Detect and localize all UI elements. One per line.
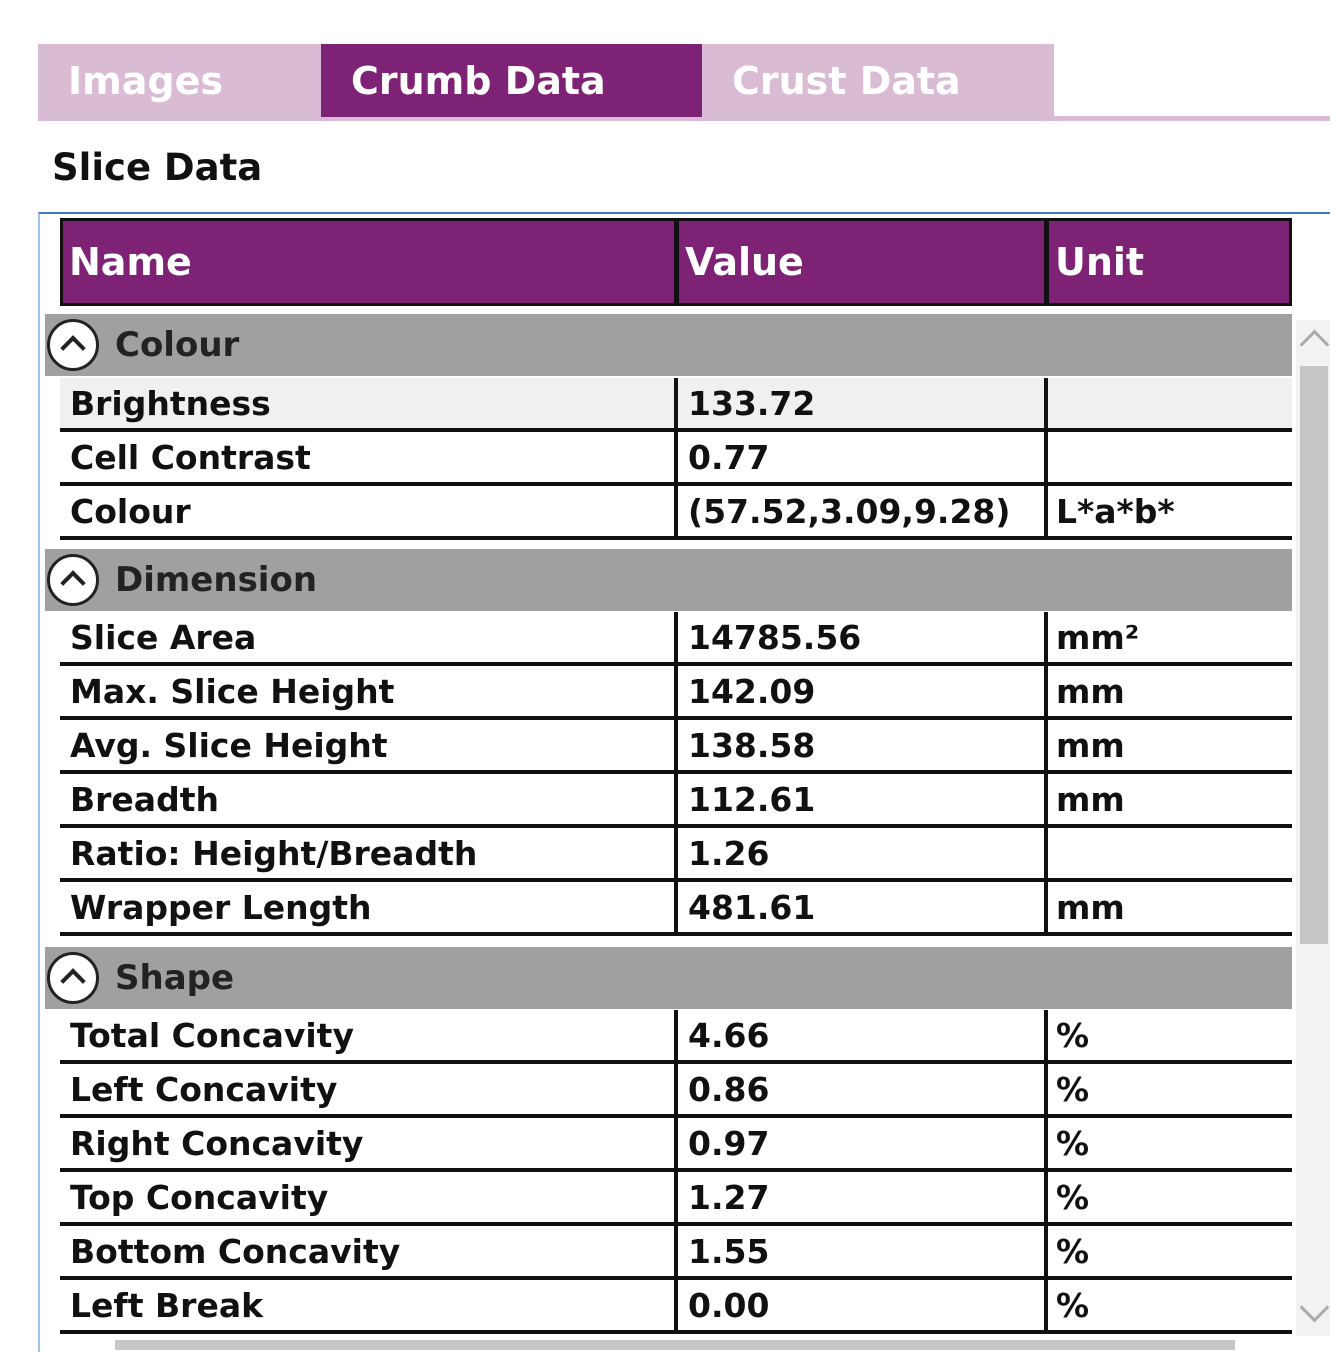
row-name: Left Concavity: [70, 1069, 338, 1109]
row-name: Avg. Slice Height: [70, 725, 388, 765]
row-unit: mm²: [1056, 617, 1140, 657]
row-name: Breadth: [70, 779, 219, 819]
row-unit: %: [1056, 1285, 1090, 1325]
table-row[interactable]: [60, 378, 1292, 432]
row-name: Ratio: Height/Breadth: [70, 833, 478, 873]
section-title: Slice Data: [52, 146, 263, 189]
row-unit: mm: [1056, 725, 1125, 765]
row-name: Colour: [70, 491, 191, 531]
table-row[interactable]: [60, 882, 1292, 936]
row-value: (57.52,3.09,9.28): [688, 491, 1011, 531]
row-unit: %: [1056, 1069, 1090, 1109]
row-name: Brightness: [70, 383, 271, 423]
table-row[interactable]: [60, 1226, 1292, 1280]
cell-divider: [1044, 774, 1048, 824]
row-value: 142.09: [688, 671, 816, 711]
row-name: Left Break: [70, 1285, 264, 1325]
row-value: 0.97: [688, 1123, 770, 1163]
table-row[interactable]: [60, 828, 1292, 882]
column-header-name[interactable]: Name: [69, 240, 192, 284]
cell-divider: [1044, 720, 1048, 770]
group-label: Shape: [115, 958, 235, 998]
row-unit: mm: [1056, 887, 1125, 927]
cell-divider: [1044, 432, 1048, 482]
row-name: Right Concavity: [70, 1123, 364, 1163]
group-header-dimension[interactable]: [45, 549, 1292, 611]
row-value: 1.55: [688, 1231, 770, 1271]
row-name: Total Concavity: [70, 1015, 354, 1055]
row-unit: %: [1056, 1015, 1090, 1055]
row-value: 1.27: [688, 1177, 770, 1217]
group-label: Dimension: [115, 560, 318, 600]
row-value: 4.66: [688, 1015, 770, 1055]
group-header-shape[interactable]: [45, 947, 1292, 1009]
table-row[interactable]: [60, 1172, 1292, 1226]
row-value: 0.00: [688, 1285, 770, 1325]
collapse-icon[interactable]: [47, 952, 99, 1004]
cell-divider: [674, 612, 678, 662]
tab-images[interactable]: Images: [38, 44, 321, 117]
row-value: 14785.56: [688, 617, 862, 657]
table-row[interactable]: [60, 1280, 1292, 1334]
vertical-scrollbar[interactable]: [1296, 320, 1330, 1336]
cell-divider: [1044, 1280, 1048, 1330]
tab-bar: [38, 44, 1330, 120]
tab-crumb-data[interactable]: Crumb Data: [321, 44, 702, 117]
row-name: Cell Contrast: [70, 437, 311, 477]
cell-divider: [674, 432, 678, 482]
cell-divider: [674, 1280, 678, 1330]
row-name: Top Concavity: [70, 1177, 329, 1217]
cell-divider: [1044, 1118, 1048, 1168]
table-row[interactable]: [60, 666, 1292, 720]
horizontal-scrollbar[interactable]: [115, 1340, 1235, 1350]
scroll-thumb[interactable]: [1300, 366, 1328, 944]
cell-divider: [1044, 378, 1048, 428]
row-value: 138.58: [688, 725, 816, 765]
table-row[interactable]: [60, 720, 1292, 774]
row-name: Wrapper Length: [70, 887, 372, 927]
table-row[interactable]: [60, 1118, 1292, 1172]
cell-divider: [674, 774, 678, 824]
table-row[interactable]: [60, 1010, 1292, 1064]
tab-crust-data[interactable]: Crust Data: [702, 44, 1054, 117]
cell-divider: [674, 882, 678, 932]
row-unit: mm: [1056, 671, 1125, 711]
table-row[interactable]: [60, 432, 1292, 486]
table-row[interactable]: [60, 1064, 1292, 1118]
cell-divider: [674, 1064, 678, 1114]
table-row[interactable]: [60, 612, 1292, 666]
cell-divider: [1044, 666, 1048, 716]
cell-divider: [1044, 882, 1048, 932]
cell-divider: [1044, 1172, 1048, 1222]
collapse-icon[interactable]: [47, 319, 99, 371]
scroll-up-icon[interactable]: [1300, 330, 1330, 360]
row-value: 1.26: [688, 833, 770, 873]
row-value: 112.61: [688, 779, 816, 819]
grid-header: [60, 218, 1292, 306]
collapse-icon[interactable]: [47, 554, 99, 606]
cell-divider: [674, 1118, 678, 1168]
cell-divider: [1044, 1226, 1048, 1276]
row-name: Slice Area: [70, 617, 257, 657]
row-unit: L*a*b*: [1056, 491, 1175, 531]
table-row[interactable]: [60, 774, 1292, 828]
group-label: Colour: [115, 325, 240, 365]
column-header-value[interactable]: Value: [685, 240, 804, 284]
cell-divider: [674, 1172, 678, 1222]
cell-divider: [1044, 828, 1048, 878]
row-value: 0.86: [688, 1069, 770, 1109]
cell-divider: [1044, 1010, 1048, 1060]
cell-divider: [1044, 612, 1048, 662]
group-header-colour[interactable]: [45, 314, 1292, 376]
cell-divider: [1044, 486, 1048, 536]
cell-divider: [674, 720, 678, 770]
cell-divider: [674, 666, 678, 716]
row-value: 133.72: [688, 383, 816, 423]
cell-divider: [1044, 1064, 1048, 1114]
table-row[interactable]: [60, 486, 1292, 540]
row-name: Bottom Concavity: [70, 1231, 401, 1271]
row-unit: mm: [1056, 779, 1125, 819]
column-header-unit[interactable]: Unit: [1055, 240, 1145, 284]
row-unit: %: [1056, 1177, 1090, 1217]
cell-divider: [674, 828, 678, 878]
scroll-down-icon[interactable]: [1300, 1293, 1330, 1323]
row-value: 481.61: [688, 887, 816, 927]
cell-divider: [674, 486, 678, 536]
cell-divider: [674, 378, 678, 428]
row-unit: %: [1056, 1231, 1090, 1271]
row-value: 0.77: [688, 437, 770, 477]
cell-divider: [674, 1226, 678, 1276]
row-unit: %: [1056, 1123, 1090, 1163]
cell-divider: [674, 1010, 678, 1060]
row-name: Max. Slice Height: [70, 671, 395, 711]
